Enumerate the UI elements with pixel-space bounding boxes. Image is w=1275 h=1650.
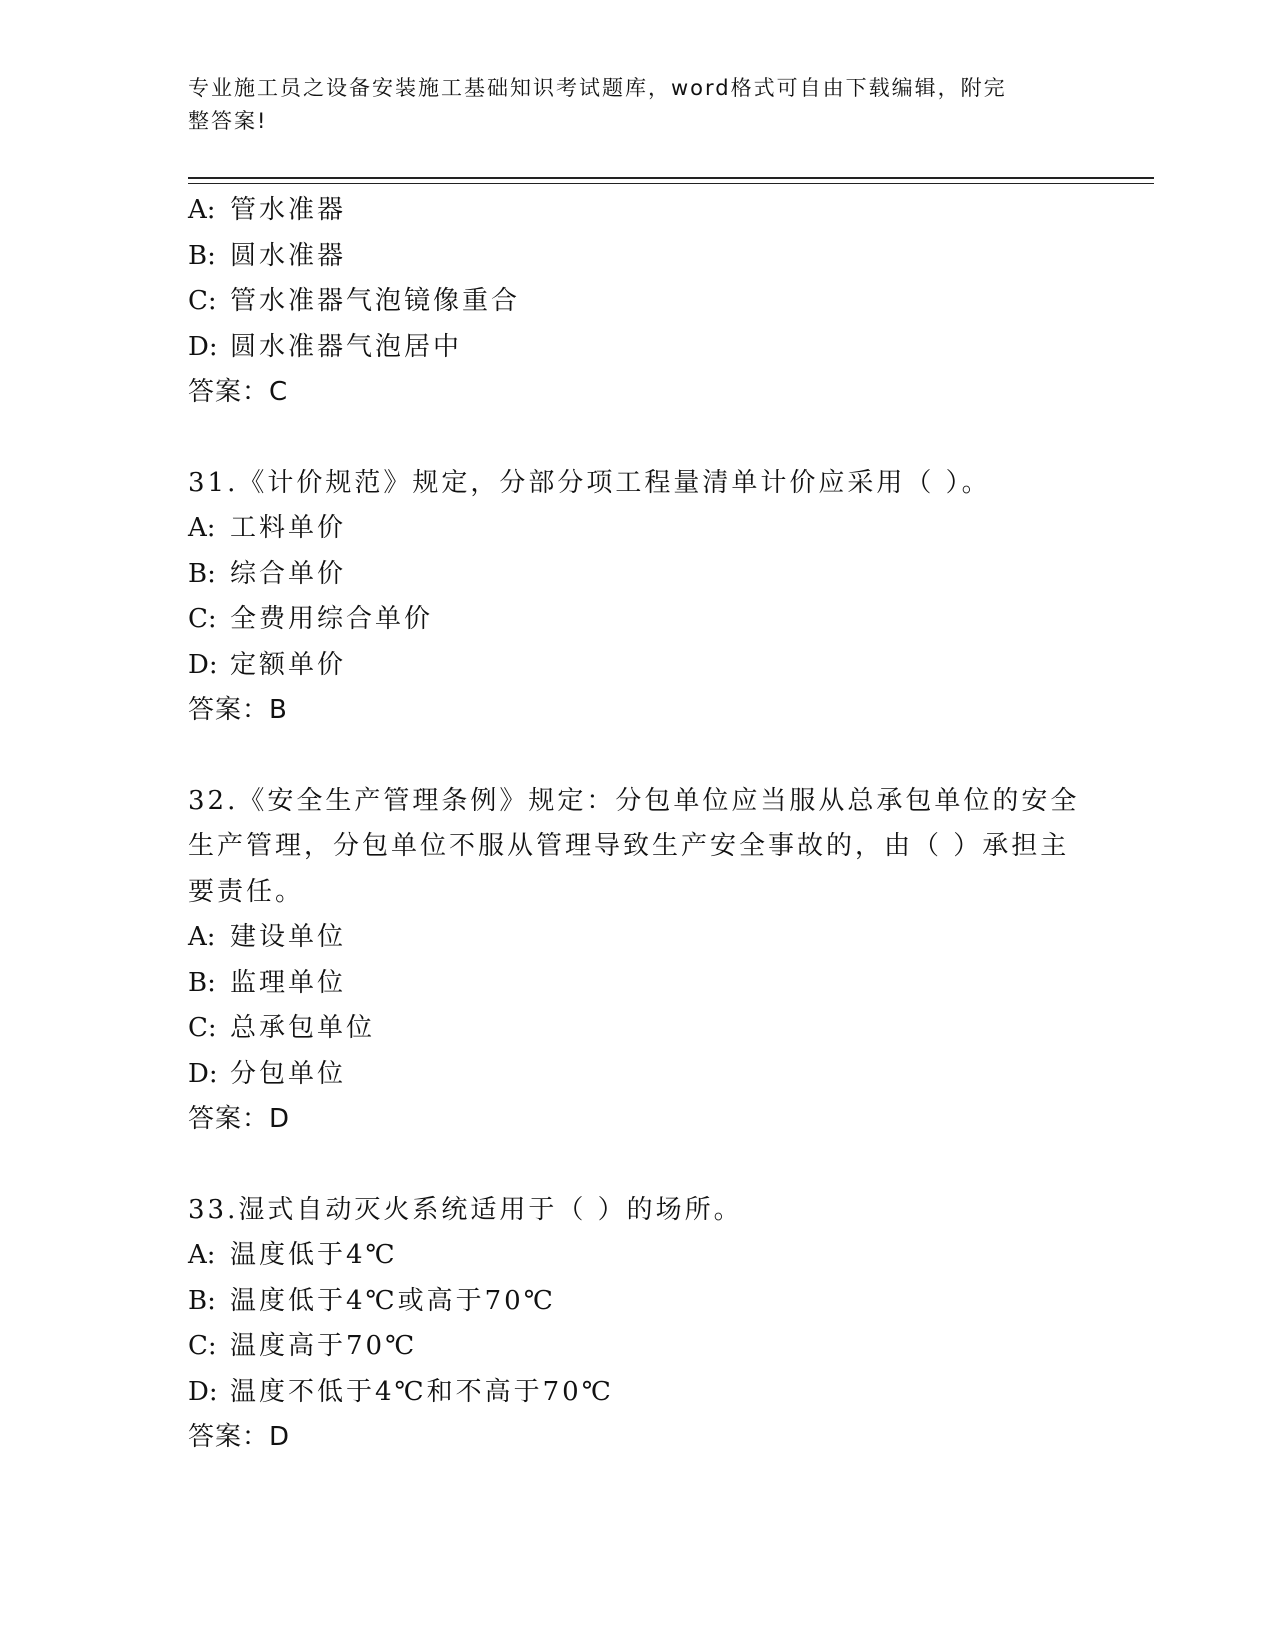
option-letter: C:	[188, 1331, 217, 1361]
question-33	[188, 1188, 1088, 1461]
option-text: 温度低于4℃或高于70℃	[230, 1285, 556, 1316]
option-text: 温度低于4℃	[230, 1240, 398, 1270]
option-letter: A:	[188, 922, 216, 952]
answer-line: 答案：D	[188, 1104, 291, 1134]
question-stem: 33.湿式自动灭火系统适用于（ ）的场所。	[188, 1194, 743, 1225]
option-c	[188, 1006, 1088, 1052]
answer-line: 答案：B	[188, 695, 288, 725]
question-partial	[188, 188, 1088, 416]
option-letter: A:	[188, 513, 216, 543]
option-text: 温度不低于4℃和不高于70℃	[230, 1376, 614, 1407]
question-spacer	[188, 1143, 1088, 1188]
header-line-2: 整答案!	[188, 109, 268, 133]
option-c	[188, 1324, 1088, 1370]
option-text: 圆水准器气泡居中	[230, 331, 463, 362]
option-letter: C:	[188, 1013, 217, 1043]
option-letter: A:	[188, 1240, 216, 1270]
option-text: 定额单价	[230, 649, 347, 680]
option-text: 总承包单位	[230, 1013, 376, 1043]
question-spacer	[188, 734, 1088, 779]
option-text: 圆水准器	[230, 240, 347, 271]
option-letter: C:	[188, 604, 217, 634]
option-b	[188, 552, 1088, 598]
option-text: 分包单位	[230, 1058, 347, 1089]
question-32	[188, 779, 1088, 1143]
header-rule-thick	[188, 177, 1154, 179]
option-a	[188, 506, 1088, 552]
option-letter: D:	[188, 1058, 218, 1089]
answer-line: 答案：C	[188, 377, 289, 407]
document-header	[188, 72, 1068, 138]
option-d	[188, 643, 1088, 689]
option-c	[188, 597, 1088, 643]
question-spacer	[188, 416, 1088, 461]
question-stem: 31.《计价规范》规定，分部分项工程量清单计价应采用（ ）。	[188, 467, 991, 498]
option-letter: B:	[188, 967, 216, 998]
option-a	[188, 1233, 1088, 1279]
option-d	[188, 325, 1088, 371]
option-text: 管水准器气泡镜像重合	[230, 286, 521, 316]
option-text: 综合单价	[230, 558, 347, 589]
option-letter: D:	[188, 331, 218, 362]
option-b	[188, 1279, 1088, 1325]
option-d	[188, 1052, 1088, 1098]
option-letter: A:	[188, 195, 216, 225]
option-d	[188, 1370, 1088, 1416]
option-b	[188, 961, 1088, 1007]
question-stem-line-1: 32.《安全生产管理条例》规定：分包单位应当服从总承包单位的安全	[188, 785, 1080, 816]
header-line-1: 专业施工员之设备安装施工基础知识考试题库，word格式可自由下载编辑，附完	[188, 76, 1007, 100]
option-letter: D:	[188, 649, 218, 680]
header-rule-thin	[188, 183, 1154, 184]
option-letter: C:	[188, 286, 217, 316]
option-text: 监理单位	[230, 967, 347, 998]
answer-line: 答案：D	[188, 1422, 291, 1452]
option-c	[188, 279, 1088, 325]
option-text: 建设单位	[230, 922, 347, 952]
option-letter: B:	[188, 1285, 216, 1316]
option-letter: B:	[188, 558, 216, 589]
option-letter: D:	[188, 1376, 218, 1407]
question-31	[188, 461, 1088, 734]
option-text: 管水准器	[230, 195, 347, 225]
option-a	[188, 915, 1088, 961]
option-text: 温度高于70℃	[230, 1331, 418, 1361]
option-a	[188, 188, 1088, 234]
question-list	[188, 188, 1088, 1461]
option-b	[188, 234, 1088, 280]
option-letter: B:	[188, 240, 216, 271]
option-text: 全费用综合单价	[230, 604, 434, 634]
option-text: 工料单价	[230, 513, 347, 543]
question-stem-line-2: 生产管理，分包单位不服从管理导致生产安全事故的，由（ ）承担主	[188, 831, 1070, 861]
question-stem-line-3: 要责任。	[188, 876, 305, 907]
